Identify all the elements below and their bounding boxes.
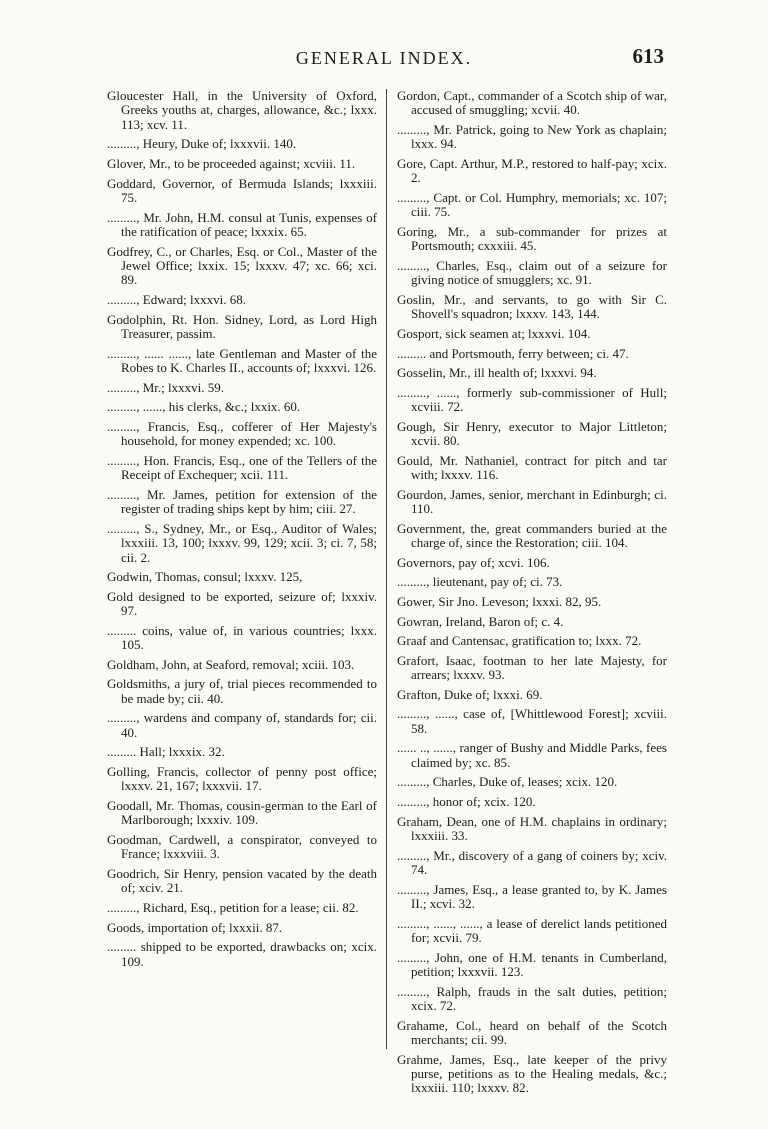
index-entry: ...... .., ......, ranger of Bushy and Middle Parks, fees claimed by; xc. 85. [397,740,667,770]
index-entry: Gore, Capt. Arthur, M.P., restored to half-pay; xcix. 2. [397,156,667,186]
index-entry: ........., Mr.; lxxxvi. 59. [107,379,225,395]
index-entry: ........., Charles, Duke of, leases; xcix. 120. [397,774,618,790]
index-entry: Gold designed to be exported, seizure of; lxxxiv. 97. [107,588,377,619]
index-entry: Gosselin, Mr., ill health of; lxxxvi. 94. [397,365,597,381]
index-entry: ........., ......, formerly sub-commissioner of Hull; xcviii. 72. [397,384,667,415]
index-entry: Godwin, Thomas, consul; lxxxv. 125, [107,569,303,585]
index-entry: Goring, Mr., a sub-commander for prizes at Portsmouth; cxxxiii. 45. [397,224,667,254]
index-entry: ........., Mr. James, petition for extension of the register of trading ships kept by him; ciii. 27. [107,486,377,517]
index-entry: Goodman, Cardwell, a conspirator, conveyed to France; lxxxviii. 3. [107,831,377,862]
index-entry: Godfrey, C., or Charles, Esq. or Col., Master of the Jewel Office; lxxix. 15; lxxxv. 47; xc. 66; xci. 89. [107,243,377,288]
index-entry: Goldham, John, at Seaford, removal; xciii. 103. [107,656,355,672]
index-entry: ......... coins, value of, in various countries; lxxx. 105. [107,622,377,653]
index-entry: ........., Mr. John, H.M. consul at Tunis, expenses of the ratification of peace; lxxxix. 65. [107,209,377,239]
index-entry: Graaf and Cantensac, gratification to; lxxx. 72. [397,633,642,649]
index-entry: ........., Heury, Duke of; lxxxvii. 140. [107,136,297,152]
index-entry: ........., Mr., discovery of a gang of coiners by; xciv. 74. [397,847,667,877]
index-entry: ........., ...... ......, late Gentleman and Master of the Robes to K. Charles II., accounts of; lxxxvi. 126. [107,345,377,375]
index-entry: Goddard, Governor, of Bermuda Islands; lxxxiii. 75. [107,175,377,205]
index-entry: Goodall, Mr. Thomas, cousin-german to the Earl of Marlborough; lxxxiv. 109. [107,797,377,828]
index-entry: Gould, Mr. Nathaniel, contract for pitch and tar with; lxxxv. 116. [397,452,667,483]
index-entry: Golling, Francis, collector of penny post office; lxxxv. 21, 167; lxxxvii. 17. [107,763,377,794]
index-entry: ........., Mr. Patrick, going to New York as chaplain; lxxx. 94. [397,122,667,152]
index-entry: ........., honor of; xcix. 120. [397,793,536,809]
index-entry: ........., ......, case of, [Whittlewood Forest]; xcviii. 58. [397,706,667,736]
index-entry: Gough, Sir Henry, executor to Major Littleton; xcvii. 80. [397,418,667,449]
index-entry: Gower, Sir Jno. Leveson; lxxxi. 82, 95. [397,593,602,609]
page-number: 613 [632,44,664,68]
left-column [107,89,377,974]
index-entry: Goods, importation of; lxxxii. 87. [107,919,283,935]
column-divider [386,89,387,1049]
index-entry: ........., Charles, Esq., claim out of a seizure for giving notice of smugglers; xc. 91. [397,258,667,288]
index-entry: ........., wardens and company of, standards for; cii. 40. [107,710,377,740]
right-column [397,89,667,1101]
index-entry: Goslin, Mr., and servants, to go with Sir C. Shovell's squadron; lxxxv. 143, 144. [397,292,667,322]
index-entry: Godolphin, Rt. Hon. Sidney, Lord, as Lord High Treasurer, passim. [107,311,377,341]
index-entry: ........., John, one of H.M. tenants in Cumberland, petition; lxxxvii. 123. [397,949,667,979]
index-entry: Glover, Mr., to be proceeded against; xcviii. 11. [107,156,356,171]
index-entry: ......... and Portsmouth, ferry between; ci. 47. [397,345,629,361]
index-entry: ........., Hon. Francis, Esq., one of the Tellers of the Receipt of Exchequer; xcii. 111. [107,452,377,483]
index-entry: ........., Capt. or Col. Humphry, memorials; xc. 107; ciii. 75. [397,190,667,220]
index-entry: Grahame, Col., heard on behalf of the Scotch merchants; cii. 99. [397,1017,667,1047]
index-entry: Gordon, Capt., commander of a Scotch ship of war, accused of smuggling; xcvii. 40. [397,88,667,118]
index-entry: Grafton, Duke of; lxxxi. 69. [397,686,543,702]
index-entry: ........., James, Esq., a lease granted to, by K. James II.; xcvi. 32. [397,881,667,911]
index-entry: ........., lieutenant, pay of; ci. 73. [397,574,563,590]
index-entry: ........., Edward; lxxxvi. 68. [107,292,247,307]
index-entry: ........., Francis, Esq., cofferer of Her Majesty's household, for money expended; xc. 100. [107,418,377,449]
index-entry: ........., ......, his clerks, &c.; lxxix. 60. [107,399,301,415]
index-entry: Grahme, James, Esq., late keeper of the privy purse, petitions as to the Healing medals, &c.; lxxxiii. 110; lxxxv. 82. [397,1051,667,1096]
index-entry: Gloucester Hall, in the University of Oxford, Greeks youths at, charges, allowance, &c.; lxxx. 113; xcv. 11. [107,88,377,132]
index-entry: ........., Richard, Esq., petition for a lease; cii. 82. [107,899,359,915]
index-entry: Gourdon, James, senior, merchant in Edinburgh; ci. 110. [397,486,667,517]
index-entry: Goldsmiths, a jury of, trial pieces recommended to be made by; cii. 40. [107,676,377,706]
index-entry: Governors, pay of; xcvi. 106. [397,554,550,570]
index-entry: Graham, Dean, one of H.M. chaplains in ordinary; lxxxiii. 33. [397,813,667,843]
index-entry: Grafort, Isaac, footman to her late Majesty, for arrears; lxxxv. 93. [397,652,667,683]
index-entry: ......... Hall; lxxxix. 32. [107,744,225,760]
index-entry: Gosport, sick seamen at; lxxxvi. 104. [397,326,591,341]
index-entry: ........., ......, ......, a lease of derelict lands petitioned for; xcvii. 79. [397,915,667,945]
page-title: GENERAL INDEX. [295,48,473,68]
page-header [0,44,768,74]
index-entry: Gowran, Ireland, Baron of; c. 4. [397,613,564,629]
index-entry: ......... shipped to be exported, drawbacks on; xcix. 109. [107,939,377,969]
index-entry: ........., Ralph, frauds in the salt duties, petition; xcix. 72. [397,983,667,1013]
index-entry: ........., S., Sydney, Mr., or Esq., Auditor of Wales; lxxxiii. 13, 100; lxxxv. 99, 129; xcii. 3; ci. 7, 58; cii. 2. [107,520,377,565]
index-entry: Government, the, great commanders buried at the charge of, since the Restoration; ciii. 104. [397,520,667,551]
index-entry: Goodrich, Sir Henry, pension vacated by the death of; xciv. 21. [107,865,377,896]
